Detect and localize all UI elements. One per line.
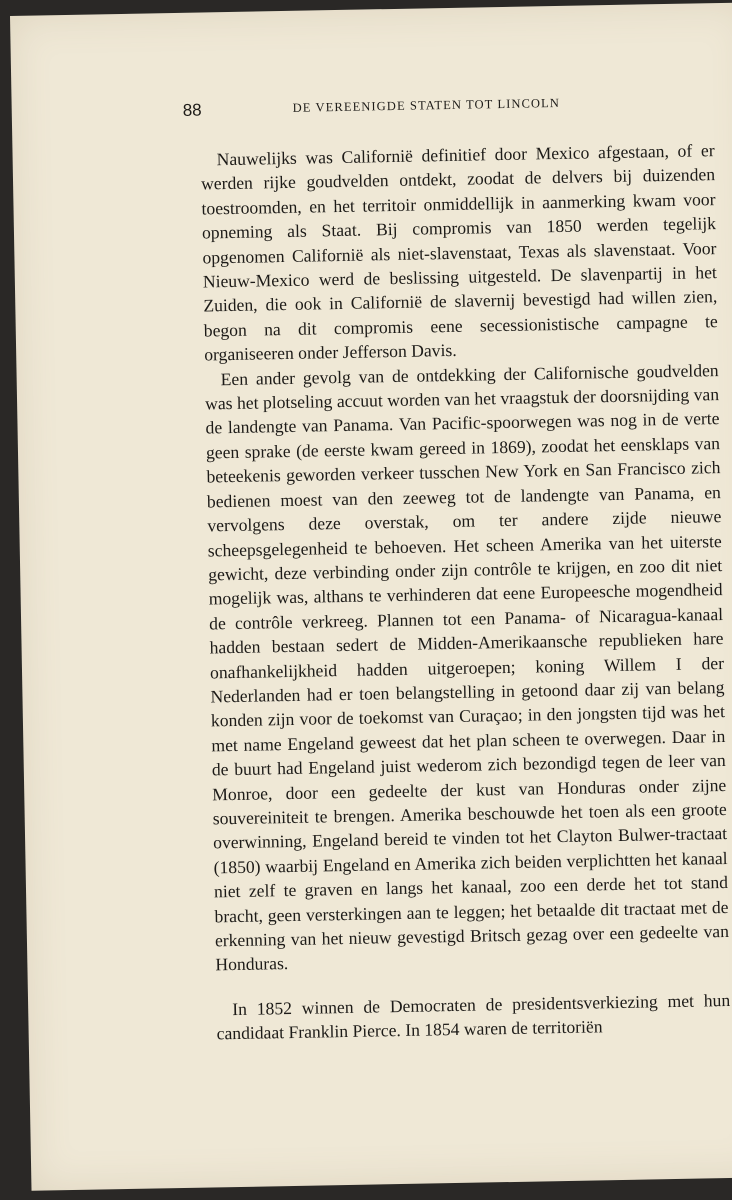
running-head bbox=[182, 91, 703, 120]
page-number: 88 bbox=[182, 100, 202, 120]
paragraph-california: Nauwelijks was Californië definitief door Mexico afgestaan, of er werden rijke goudvelden ontdekt, zoodat de delvers bij duizenden toestroomden, en het territoir onmiddellijk in aanmerking kwam voor opneming als Staat. Bij compromis van 1850 werden tegelijk opgenomen Californië als niet-slavenstaat, Texas als slavenstaat. Voor Nieuw-Mexico werd de beslissing uitgesteld. De slavenpartij in het Zuiden, die ook in Californië de slavernij bevestigd had willen zien, begon na dit compromis eene secessionistische campagne te organiseeren onder Jefferson Davis. bbox=[200, 140, 718, 365]
running-title: DE VEREENIGDE STATEN TOT LINCOLN bbox=[292, 95, 561, 115]
book-page bbox=[10, 2, 732, 1190]
body-text bbox=[200, 138, 730, 1046]
paragraph-elections: In 1852 winnen de Democraten de presidentsverkiezing met hun candidaat Franklin Pierce. In 1854 waren de territoriën bbox=[216, 989, 731, 1044]
paragraph-panama: Een ander gevolg van de ontdekking der Californische goudvelden was het plotseling accuut worden van het vraagstuk der doorsnijding van de landengte van Panama. Van Pacific-spoorwegen was nog in de verte geen sprake (de eerste kwam gereed in 1869), zoodat het eensklaps van beteekenis geworden verkeer tusschen New York en San Francisco zich bedienen moest van den zeeweg tot de landengte van Panama, en vervolgens deze overstak, om ter andere zijde nieuwe scheepsgelegenheid te behoeven. Het scheen Amerika van het uiterste gewicht, deze verbinding onder zijn contrôle te krijgen, en zoo dit niet mogelijk was, althans te verhinderen dat eene Europeesche mogendheid de contrôle verkreeg. Plannen tot een Panama- of Nicaragua-kanaal hadden bestaan sedert de Midden-Amerikaansche republieken hare onafhankelijkheid hadden uitgeroepen; koning Willem I der Nederlanden had er toen belangstelling in getoond daar zij van belang konden zijn voor de toekomst van Curaçao; in den jongsten tijd was het met name Engeland geweest dat het plan scheen te overwegen. Daar in de buurt had Engeland juist wederom zich bezondigd tegen de leer van Monroe, door een gedeelte der kust van Honduras onder zijne souvereiniteit te brengen. Amerika beschouwde het toen als een groote overwinning, Engeland bereid te vinden tot het Clayton Bulwer-tractaat (1850) waarbij Engeland en Amerika zich beiden verplichtten het kanaal niet zelf te graven en langs het kanaal, zoo een derde het tot stand bracht, geen versterkingen aan te leggen; het betaalde dit tractaat met de erkenning van het nieuw gevestigd Britsch gezag over een gedeelte van Honduras. bbox=[204, 359, 730, 975]
